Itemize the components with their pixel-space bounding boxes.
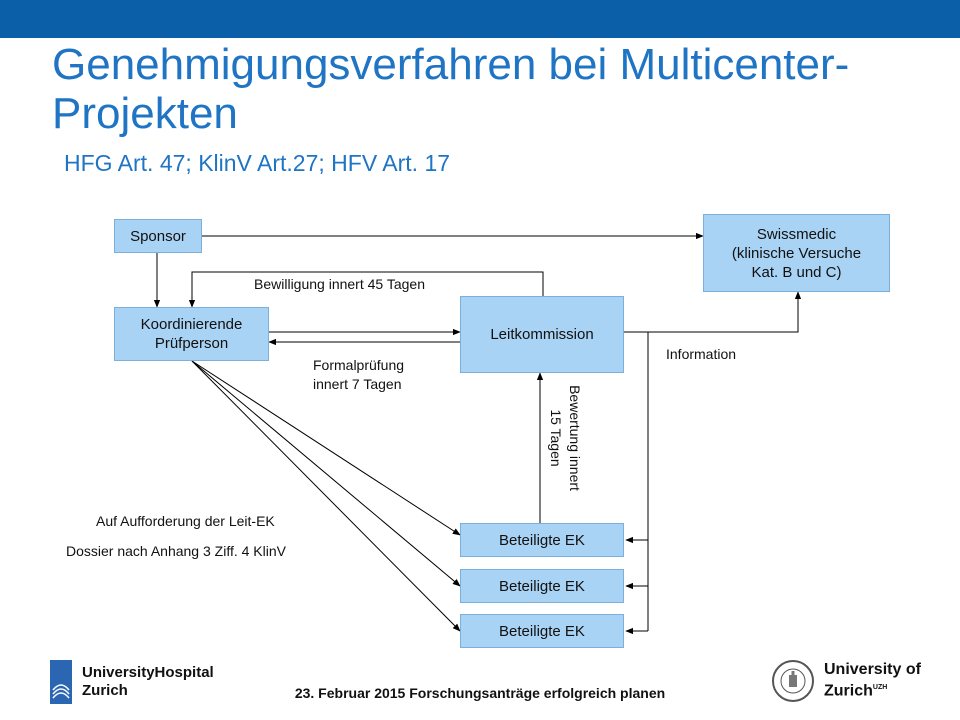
uzh-name-line-1: University of xyxy=(824,661,921,679)
leitkommission-label: Leitkommission xyxy=(490,326,594,343)
arrow-koord-to-ek-3 xyxy=(192,361,460,631)
title-line-2: Projekten xyxy=(52,89,238,138)
uzh-superscript: UZH xyxy=(872,684,888,692)
koordinierende-pruefperson-box xyxy=(114,307,269,361)
swissmedic-line-1: Swissmedic xyxy=(756,225,837,243)
university-seal-icon xyxy=(772,660,814,702)
swissmedic-line-3: Kat. B und C) xyxy=(751,263,842,281)
uzh-name-zurich: Zurich xyxy=(824,682,873,700)
information-label: Information xyxy=(666,346,737,362)
beteiligte-ek-label-3: Beteiligte EK xyxy=(499,622,585,640)
formalpruefung-label xyxy=(313,356,404,394)
title-line-1: Genehmigungsverfahren bei Multicenter- xyxy=(52,40,850,89)
aufforderung-label: Auf Aufforderung der Leit-EK xyxy=(96,513,275,529)
bewilligung-label: Bewilligung innert 45 Tagen xyxy=(254,276,425,292)
university-hospital-name-line-2: Zurich xyxy=(82,682,128,699)
sponsor-box xyxy=(114,219,202,253)
slide-subtitle: HFG Art. 47; KlinV Art.27; HFV Art. 17 xyxy=(64,150,451,176)
formalpruefung-line-1: Formalprüfung xyxy=(313,357,405,373)
swissmedic-box xyxy=(703,214,890,292)
footer-date-title: 23. Februar 2015 Forschungsanträge erfolgreich planen xyxy=(294,685,666,701)
beteiligte-ek-box-1 xyxy=(460,523,624,557)
university-hospital-name-line-1: UniversityHospital xyxy=(82,664,214,681)
bewertung-line-1: Bewertung innert xyxy=(567,385,583,491)
beteiligte-ek-label-2: Beteiligte EK xyxy=(499,577,585,595)
beteiligte-ek-box-3 xyxy=(460,614,624,648)
sponsor-label: Sponsor xyxy=(130,227,186,245)
beteiligte-ek-label-1: Beteiligte EK xyxy=(499,531,585,549)
uzh-name-line-2 xyxy=(824,679,921,700)
koordinierende-line-1: Koordinierende xyxy=(140,316,243,333)
bewertung-line-2: 15 Tagen xyxy=(548,409,564,467)
university-of-zurich-logo xyxy=(772,660,921,702)
bewertung-label xyxy=(546,373,584,503)
formalpruefung-line-2: innert 7 Tagen xyxy=(313,376,402,392)
dossier-label: Dossier nach Anhang 3 Ziff. 4 KlinV xyxy=(66,543,286,559)
beteiligte-ek-box-2 xyxy=(460,569,624,603)
koordinierende-line-2: Prüfperson xyxy=(154,335,229,352)
swissmedic-line-2: (klinische Versuche xyxy=(731,244,862,262)
leitkommission-box xyxy=(460,296,624,373)
arrow-information-to-swissmedic xyxy=(624,292,798,332)
